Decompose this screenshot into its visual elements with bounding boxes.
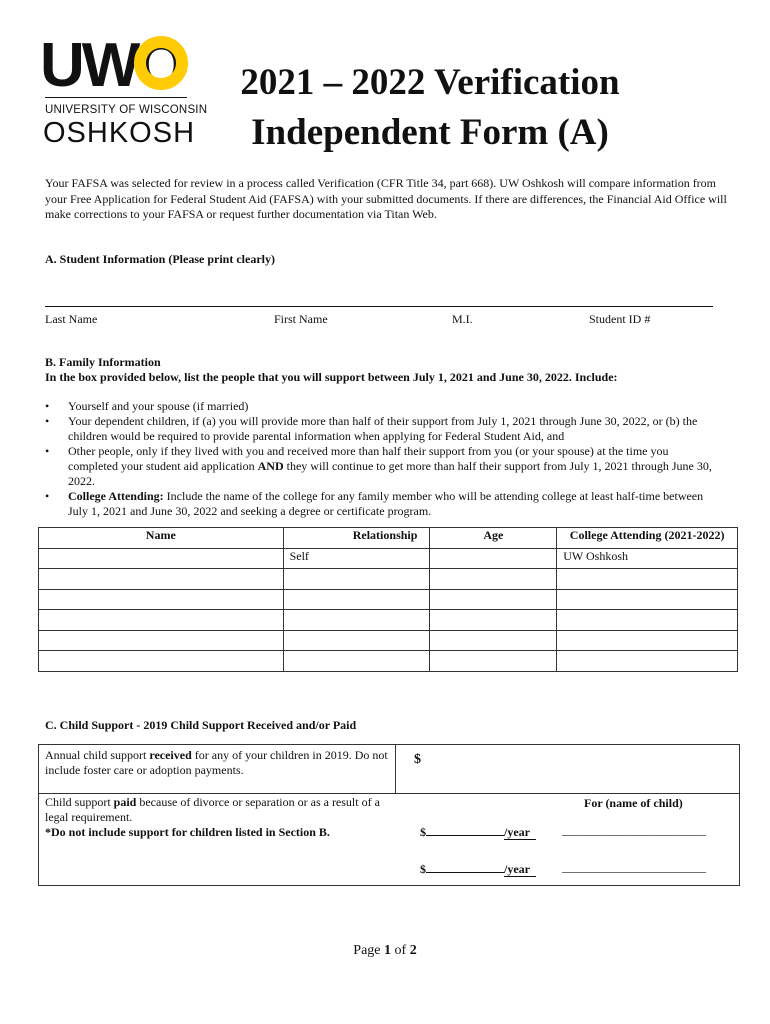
table-cell[interactable] — [283, 610, 430, 631]
title-line-1: 2021 – 2022 Verification — [240, 62, 620, 103]
mi-label: M.I. — [452, 312, 473, 326]
bullet-item: • Other people, only if they lived with you and received more than half their support from you (or your spouse) at the time you completed your student aid application AND they will continue to get more than half their support from July 1, 2021 through June 30, 2022. — [45, 444, 712, 488]
table-header-row — [39, 528, 738, 549]
section-b-subheading: In the box provided below, list the people that you will support between July 1, 2021 and June 30, 2022. Include: — [45, 370, 618, 384]
child-name-field-2[interactable]: ________________________ — [562, 860, 706, 874]
page-number: Page 1 of 2 — [353, 943, 417, 958]
student-id-label: Student ID # — [589, 312, 651, 326]
table-cell[interactable] — [430, 630, 557, 651]
logo-university-text: UNIVERSITY OF WISCONSIN — [45, 104, 208, 116]
table-cell[interactable] — [39, 651, 284, 672]
section-c-heading: C. Child Support - 2019 Child Support Received and/or Paid — [45, 718, 357, 732]
amount-blank — [426, 835, 504, 836]
col-relationship-header: Relationship — [283, 528, 430, 549]
table-row — [39, 610, 738, 631]
table-cell[interactable] — [39, 569, 284, 590]
table-cell[interactable] — [557, 610, 738, 631]
table-cell[interactable] — [39, 589, 284, 610]
bullet-item: • College Attending: Include the name of the college for any family member who will be attending college at least half-time between July 1, 2021 and June 30, 2022 and seeking a degree or certificate program. — [45, 489, 704, 518]
logo-campus-text: OSHKOSH — [43, 117, 196, 149]
table-cell[interactable] — [557, 569, 738, 590]
title-line-2: Independent Form (A) — [251, 112, 609, 153]
table-cell[interactable] — [39, 610, 284, 631]
box-divider-horizontal — [38, 793, 740, 794]
uwo-logo — [40, 34, 190, 92]
table-cell[interactable] — [283, 589, 430, 610]
table-cell[interactable] — [557, 651, 738, 672]
table-cell[interactable] — [283, 651, 430, 672]
family-bullet-list — [45, 399, 715, 519]
paid-text: Child support paid because of divorce or separation or as a result of a legal requirement. — [45, 795, 380, 824]
table-row — [39, 630, 738, 651]
bullet-item: • Yourself and your spouse (if married) — [45, 399, 249, 413]
logo-divider — [45, 97, 187, 98]
paid-note: *Do not include support for children listed in Section B. — [45, 825, 330, 839]
table-cell[interactable] — [283, 630, 430, 651]
dollar-sign: $ — [420, 825, 426, 839]
child-name-field-1[interactable]: ________________________ — [562, 823, 706, 837]
dollar-sign: $ — [420, 862, 426, 876]
intro-paragraph: Your FAFSA was selected for review in a process called Verification (CFR Title 34, part 668). UW Oshkosh will compare information from your Free Application for Federal Student Aid (FAFSA) with your submitted documents. If there are differences, the Financial Aid Office will make corrections to your FAFSA or request further documentation via Titan Web. — [45, 176, 727, 221]
student-info-line[interactable] — [45, 306, 713, 307]
table-cell[interactable]: UW Oshkosh — [557, 548, 738, 569]
table-cell[interactable]: Self — [283, 548, 430, 569]
table-cell[interactable] — [283, 569, 430, 590]
received-text: Annual child support received for any of your children in 2019. Do not include foster care or adoption payments. — [45, 748, 388, 777]
page-title — [200, 58, 660, 158]
table-row — [39, 548, 738, 569]
table-row — [39, 569, 738, 590]
table-cell[interactable] — [430, 589, 557, 610]
col-name-header: Name — [39, 528, 284, 549]
box-divider-vertical — [395, 744, 396, 793]
table-row — [39, 651, 738, 672]
section-b-heading: B. Family Information — [45, 355, 161, 369]
per-year-label: /year — [504, 862, 536, 877]
uwo-wordmark: UWO — [40, 34, 183, 92]
table-row — [39, 589, 738, 610]
col-college-header: College Attending (2021-2022) — [557, 528, 738, 549]
table-cell[interactable] — [430, 548, 557, 569]
for-child-label: For (name of child) — [584, 796, 683, 810]
amount-blank — [426, 872, 504, 873]
bullet-item: • Your dependent children, if (a) you will provide more than half of their support from July 1, 2021 through June 30, 2022, or (b) the children would be required to provide parental information when applying for Federal Student Aid, and — [45, 414, 698, 443]
table-cell[interactable] — [557, 630, 738, 651]
paid-amount-2[interactable] — [420, 862, 536, 877]
section-a-heading: A. Student Information (Please print clearly) — [45, 252, 275, 266]
family-table — [38, 527, 738, 672]
received-amount-field[interactable]: $ — [414, 752, 421, 767]
table-cell[interactable] — [557, 589, 738, 610]
table-cell[interactable] — [39, 630, 284, 651]
table-cell[interactable] — [39, 548, 284, 569]
paid-amount-1[interactable] — [420, 825, 536, 840]
col-age-header: Age — [430, 528, 557, 549]
table-cell[interactable] — [430, 610, 557, 631]
last-name-label: Last Name — [45, 312, 98, 326]
table-cell[interactable] — [430, 569, 557, 590]
per-year-label: /year — [504, 825, 536, 840]
first-name-label: First Name — [274, 312, 328, 326]
table-cell[interactable] — [430, 651, 557, 672]
